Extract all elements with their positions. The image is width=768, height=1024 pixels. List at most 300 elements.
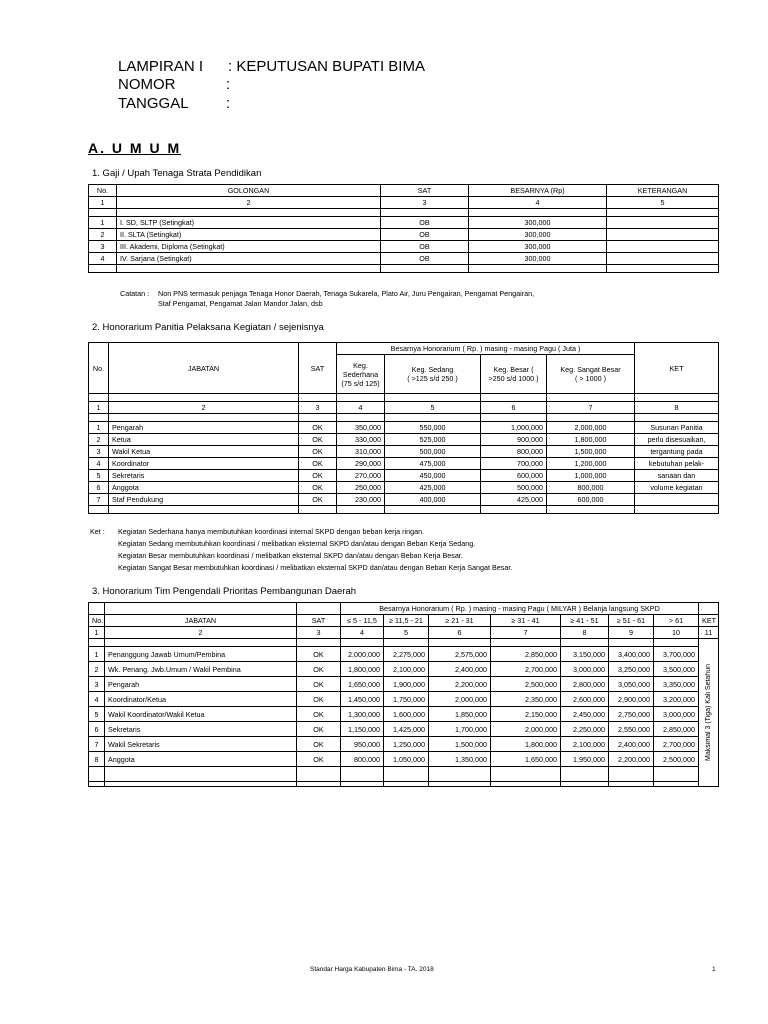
table-cell (607, 229, 719, 241)
lampiran-value: : KEPUTUSAN BUPATI BIMA (228, 58, 425, 75)
table-row (89, 677, 719, 692)
empty-cell (117, 209, 381, 217)
table-cell: 600,000 (547, 494, 635, 506)
empty-cell (481, 506, 547, 514)
spacer-row (89, 639, 719, 647)
table-cell: OK (297, 752, 341, 767)
table-row (89, 722, 719, 737)
table-cell: 2,400,000 (429, 662, 491, 677)
empty-cell (384, 782, 429, 787)
table-cell: 3 (89, 241, 117, 253)
table-cell: 1,500,000 (429, 737, 491, 752)
table-cell: 800,000 (341, 752, 384, 767)
empty-cell (385, 394, 481, 402)
column-header: SAT (299, 343, 337, 394)
table-cell: 1,350,000 (429, 752, 491, 767)
table-cell: 3 (89, 446, 109, 458)
table-cell: 290,000 (337, 458, 385, 470)
column-header: ≥ 51 - 61 (609, 615, 654, 627)
table-cell: 330,000 (337, 434, 385, 446)
empty-cell (561, 639, 609, 647)
table-cell: sanaan dan (635, 470, 719, 482)
tanggal-value: : (226, 95, 231, 112)
table-cell: 4 (89, 458, 109, 470)
table-cell: 2,600,000 (561, 692, 609, 707)
column-number: 5 (607, 197, 719, 209)
table-cell: 1,800,000 (341, 662, 384, 677)
empty-cell (341, 767, 384, 782)
table-cell: OB (381, 217, 469, 229)
table-cell: 7 (89, 494, 109, 506)
empty-cell (109, 506, 299, 514)
group-header: Besarnya Honorarium ( Rp. ) masing - masing Pagu ( Juta ) (337, 343, 635, 355)
empty-cell (635, 414, 719, 422)
table-row (89, 737, 719, 752)
column-header: KET (699, 615, 719, 627)
column-header: JABATAN (105, 615, 297, 627)
empty-cell (561, 782, 609, 787)
table-cell: 300,000 (469, 241, 607, 253)
column-header: SAT (381, 185, 469, 197)
table-cell: OK (299, 482, 337, 494)
table-cell: 1 (89, 647, 105, 662)
empty-cell (299, 394, 337, 402)
table-cell: OB (381, 253, 469, 265)
table-cell: 5 (89, 470, 109, 482)
table-cell: 1,250,000 (384, 737, 429, 752)
empty-cell (109, 414, 299, 422)
column-header: No. (89, 185, 117, 197)
table-cell: 8 (89, 752, 105, 767)
empty-cell (89, 603, 105, 615)
table-cell: 3,500,000 (654, 662, 699, 677)
table-cell: 2,100,000 (384, 662, 429, 677)
table-row (89, 752, 719, 767)
column-header: JABATAN (109, 343, 299, 394)
empty-cell (297, 639, 341, 647)
table-row (89, 707, 719, 722)
column-header: ≥ 41 - 51 (561, 615, 609, 627)
column-header: > 61 (654, 615, 699, 627)
column-header: ≥ 21 - 31 (429, 615, 491, 627)
table-cell: Staf Pendukung (109, 494, 299, 506)
empty-cell (385, 506, 481, 514)
table-cell: 3,000,000 (561, 662, 609, 677)
column-number: 9 (609, 627, 654, 639)
table-cell: 1,650,000 (341, 677, 384, 692)
empty-cell (385, 414, 481, 422)
table-row (89, 253, 719, 265)
table-cell: 1,200,000 (547, 458, 635, 470)
table-row (89, 241, 719, 253)
table-row (89, 494, 719, 506)
table-cell: OK (299, 446, 337, 458)
table-cell: 1,950,000 (561, 752, 609, 767)
table-cell: 4 (89, 692, 105, 707)
table-cell: 2,150,000 (491, 707, 561, 722)
table-cell: 2 (89, 229, 117, 241)
table-cell: OK (297, 662, 341, 677)
empty-cell (89, 639, 105, 647)
nomor-value: : (226, 76, 231, 93)
table-cell: 2,575,000 (429, 647, 491, 662)
empty-cell (105, 603, 297, 615)
column-header: Keg. Sederhana (75 s/d 125) (337, 355, 385, 394)
table-cell: Wk. Penang. Jwb.Umum / Wakil Pembina (105, 662, 297, 677)
table2-ket-line-2: Kegiatan Sedang membutuhkan koordinasi / melibatkan eksternal SKPD dan/atau dengan Beban Kerja Sedang. (118, 539, 476, 548)
table-cell: Anggota (109, 482, 299, 494)
column-number: 7 (491, 627, 561, 639)
empty-cell (547, 414, 635, 422)
table-cell: 2,200,000 (609, 752, 654, 767)
column-number: 4 (337, 402, 385, 414)
empty-cell (654, 639, 699, 647)
page-number: 1 (712, 966, 716, 973)
column-number: 2 (105, 627, 297, 639)
table-cell: III. Akademi, Diploma (Setingkat) (117, 241, 381, 253)
spacer-row (89, 414, 719, 422)
column-header: No. (89, 343, 109, 394)
table-cell: 550,000 (385, 422, 481, 434)
table1-note-line2: Staf Pengamat, Pengamat Jalan Mandor Jalan, dsb (158, 299, 323, 308)
table-cell: 3,250,000 (609, 662, 654, 677)
column-number: 2 (109, 402, 299, 414)
table-cell: 2,000,000 (491, 722, 561, 737)
table-row (89, 692, 719, 707)
table-cell: 6 (89, 482, 109, 494)
column-header: Keg. Sedang ( >125 s/d 250 ) (385, 355, 481, 394)
empty-cell (297, 603, 341, 615)
table-cell: 450,000 (385, 470, 481, 482)
column-number: 11 (699, 627, 719, 639)
table-cell: 900,000 (481, 434, 547, 446)
table-cell: 300,000 (469, 217, 607, 229)
table-cell: OK (299, 422, 337, 434)
table-cell: 800,000 (481, 446, 547, 458)
table-cell: 2,200,000 (429, 677, 491, 692)
table1-note-line1: Non PNS termasuk penjaga Tenaga Honor Daerah, Tenaga Sukarela, Plato Air, Juru Pengairan, Pengamat Pengairan, (158, 289, 535, 298)
table-cell: 1,300,000 (341, 707, 384, 722)
empty-cell (481, 414, 547, 422)
table-cell: 2 (89, 662, 105, 677)
table-cell: II. SLTA (Setingkat) (117, 229, 381, 241)
column-header: ≤ 5 - 11,5 (341, 615, 384, 627)
table2-number-row (89, 402, 719, 414)
column-number: 10 (654, 627, 699, 639)
table-cell: 5 (89, 707, 105, 722)
spacer-row (89, 394, 719, 402)
empty-cell (491, 639, 561, 647)
column-header: ≥ 31 - 41 (491, 615, 561, 627)
table-cell: OK (299, 470, 337, 482)
table-cell: 2,850,000 (491, 647, 561, 662)
empty-cell (337, 414, 385, 422)
empty-cell (117, 265, 381, 273)
table3-number-row (89, 627, 719, 639)
table-cell: 7 (89, 737, 105, 752)
table-cell: 475,000 (385, 458, 481, 470)
table-cell: 300,000 (469, 229, 607, 241)
table-cell: 2 (89, 434, 109, 446)
table-row (89, 217, 719, 229)
table2-title: 2. Honorarium Panitia Pelaksana Kegiatan / sejenisnya (92, 322, 324, 333)
table-cell: Penanggung Jawab Umum/Pembina (105, 647, 297, 662)
table2-ket-line-4: Kegiatan Sangat Besar membutuhkan koordinasi / melibatkan eksternal SKPD dan/atau dengan Beban Kerja Sangat Besar. (118, 563, 513, 572)
table-row (89, 446, 719, 458)
table-cell: 310,000 (337, 446, 385, 458)
column-header: Keg. Sangat Besar ( > 1000 ) (547, 355, 635, 394)
table-cell: 1,000,000 (481, 422, 547, 434)
column-number: 1 (89, 197, 117, 209)
table3-title: 3. Honorarium Tim Pengendali Prioritas Pembangunan Daerah (92, 586, 357, 597)
table-cell: 1,425,000 (384, 722, 429, 737)
table2 (88, 342, 719, 514)
table-cell: 2,000,000 (341, 647, 384, 662)
empty-cell (607, 265, 719, 273)
column-number: 7 (547, 402, 635, 414)
column-number: 8 (635, 402, 719, 414)
empty-cell (89, 414, 109, 422)
empty-cell (89, 782, 105, 787)
table-cell: Sekretaris (105, 722, 297, 737)
empty-cell (89, 265, 117, 273)
empty-cell (635, 394, 719, 402)
table-cell: kebutuhan pelak- (635, 458, 719, 470)
table-cell: 2,900,000 (609, 692, 654, 707)
table3-group-header-row (89, 603, 719, 615)
table-cell: 250,000 (337, 482, 385, 494)
table-cell: OK (297, 677, 341, 692)
empty-cell (384, 767, 429, 782)
column-header: GOLONGAN (117, 185, 381, 197)
table1 (88, 184, 719, 273)
table1-header-row (89, 185, 719, 197)
table-cell: 3,350,000 (654, 677, 699, 692)
table-cell (607, 253, 719, 265)
column-number: 5 (384, 627, 429, 639)
table3 (88, 602, 719, 787)
column-number: 1 (89, 402, 109, 414)
column-header: BESARNYA (Rp) (469, 185, 607, 197)
table-cell: 3,200,000 (654, 692, 699, 707)
table-cell: OK (297, 692, 341, 707)
empty-cell (89, 767, 105, 782)
table-cell: 425,000 (481, 494, 547, 506)
column-header: ≥ 11,5 - 21 (384, 615, 429, 627)
column-header: KET (635, 343, 719, 394)
table-cell: 1,650,000 (491, 752, 561, 767)
column-number: 8 (561, 627, 609, 639)
table-cell (607, 241, 719, 253)
empty-cell (89, 209, 117, 217)
table-cell: 1,050,000 (384, 752, 429, 767)
table-row (89, 458, 719, 470)
table-cell: 1,750,000 (384, 692, 429, 707)
empty-cell (105, 782, 297, 787)
column-header: KETERANGAN (607, 185, 719, 197)
empty-cell (609, 767, 654, 782)
empty-cell (341, 639, 384, 647)
table-cell: OB (381, 229, 469, 241)
table-row (89, 662, 719, 677)
empty-cell (429, 782, 491, 787)
table1-title: 1. Gaji / Upah Tenaga Strata Pendidikan (92, 168, 262, 179)
table-row (89, 229, 719, 241)
table-cell: tergantung pada (635, 446, 719, 458)
table2-ket-label: Ket : (90, 527, 105, 536)
table2-ket-line-3: Kegiatan Besar membutuhkan koordinasi / melibatkan eksternal SKPD dan/atau dengan Beban Kerja Besar. (118, 551, 463, 560)
footer-text: Standar Harga Kabupaten Bima - TA. 2018 (310, 966, 434, 973)
table-cell: 2,275,000 (384, 647, 429, 662)
table-cell: 3,400,000 (609, 647, 654, 662)
empty-cell (547, 506, 635, 514)
table-cell: 1,150,000 (341, 722, 384, 737)
column-number: 6 (429, 627, 491, 639)
empty-cell (469, 209, 607, 217)
table-cell: 2,350,000 (491, 692, 561, 707)
table-cell: 1 (89, 422, 109, 434)
table-cell: Susunan Panitia (635, 422, 719, 434)
empty-cell (609, 782, 654, 787)
empty-cell (337, 506, 385, 514)
table-cell: 1,600,000 (384, 707, 429, 722)
column-header: SAT (297, 615, 341, 627)
empty-cell (654, 782, 699, 787)
table-cell: 6 (89, 722, 105, 737)
column-number: 1 (89, 627, 105, 639)
table-cell: OK (297, 737, 341, 752)
empty-cell (105, 639, 297, 647)
table-cell: 1,500,000 (547, 446, 635, 458)
table-cell: 500,000 (481, 482, 547, 494)
table1-note-label: Catatan : (120, 289, 150, 298)
table-cell: 1,850,000 (429, 707, 491, 722)
column-number: 2 (117, 197, 381, 209)
tanggal-label: TANGGAL (118, 95, 189, 112)
empty-cell (89, 394, 109, 402)
group-header: Besarnya Honorarium ( Rp. ) masing - masing Pagu ( MILYAR ) Belanja langsung SKPD (341, 603, 699, 615)
table-cell: IV. Sarjana (Setingkat) (117, 253, 381, 265)
table-cell: 2,500,000 (491, 677, 561, 692)
table-cell: 230,000 (337, 494, 385, 506)
column-number: 3 (297, 627, 341, 639)
spacer-row (89, 265, 719, 273)
table-cell: OK (299, 434, 337, 446)
table-row (89, 482, 719, 494)
table-cell: 3,050,000 (609, 677, 654, 692)
table-cell: 2,000,000 (429, 692, 491, 707)
table-row (89, 647, 719, 662)
table-cell: 2,500,000 (654, 752, 699, 767)
table-cell: 1 (89, 217, 117, 229)
table-cell: Pengarah (109, 422, 299, 434)
table-cell: Ketua (109, 434, 299, 446)
table-cell: Sekretaris (109, 470, 299, 482)
table-cell: 2,700,000 (654, 737, 699, 752)
column-header: Keg. Besar ( >250 s/d 1000 ) (481, 355, 547, 394)
table-cell: OK (297, 722, 341, 737)
spacer-row (89, 782, 719, 787)
column-number: 3 (381, 197, 469, 209)
table-cell: Koordinator (109, 458, 299, 470)
empty-cell (297, 767, 341, 782)
spacer-row (89, 767, 719, 782)
column-number: 4 (469, 197, 607, 209)
empty-cell (381, 265, 469, 273)
section-a-title: A. U M U M (88, 140, 182, 156)
empty-cell (491, 767, 561, 782)
empty-cell (299, 506, 337, 514)
table-cell: 3,000,000 (654, 707, 699, 722)
empty-cell (105, 767, 297, 782)
ket-vertical-cell (699, 639, 719, 787)
nomor-label: NOMOR (118, 76, 176, 93)
table-cell: 1,000,000 (547, 470, 635, 482)
empty-cell (491, 782, 561, 787)
spacer-row (89, 506, 719, 514)
empty-cell (341, 782, 384, 787)
table-cell: 1,900,000 (384, 677, 429, 692)
table3-header-row (89, 615, 719, 627)
table-cell: Pengarah (105, 677, 297, 692)
table-cell: OK (299, 458, 337, 470)
empty-cell (109, 394, 299, 402)
table-cell: 950,000 (341, 737, 384, 752)
table-cell: Anggota (105, 752, 297, 767)
table-cell: 525,000 (385, 434, 481, 446)
table-cell: 2,750,000 (609, 707, 654, 722)
table-cell: 2,250,000 (561, 722, 609, 737)
table-cell: 1,800,000 (491, 737, 561, 752)
empty-cell (337, 394, 385, 402)
table-row (89, 470, 719, 482)
empty-cell (469, 265, 607, 273)
table-cell: 500,000 (385, 446, 481, 458)
table-cell: 2,100,000 (561, 737, 609, 752)
table-cell: 2,850,000 (654, 722, 699, 737)
empty-cell (654, 767, 699, 782)
table-cell: 2,400,000 (609, 737, 654, 752)
empty-cell (547, 394, 635, 402)
table-row (89, 422, 719, 434)
table-cell: perlu disesuaikan, (635, 434, 719, 446)
table-cell: 270,000 (337, 470, 385, 482)
empty-cell (429, 767, 491, 782)
table-cell: 2,800,000 (561, 677, 609, 692)
column-number: 6 (481, 402, 547, 414)
ket-vertical-note: Maksimal 3 (Tiga) Kali Setahun (705, 663, 713, 761)
column-number: 3 (299, 402, 337, 414)
table-cell: 4 (89, 253, 117, 265)
table2-group-header-row (89, 343, 719, 355)
table-cell: OB (381, 241, 469, 253)
table-cell: 400,000 (385, 494, 481, 506)
table-row (89, 434, 719, 446)
table-cell: Wakil Ketua (109, 446, 299, 458)
table-cell (607, 217, 719, 229)
empty-cell (607, 209, 719, 217)
table-cell: 2,700,000 (491, 662, 561, 677)
table-cell: 1,700,000 (429, 722, 491, 737)
column-number: 5 (385, 402, 481, 414)
lampiran-label: LAMPIRAN I (118, 58, 204, 75)
table-cell: 300,000 (469, 253, 607, 265)
empty-cell (429, 639, 491, 647)
column-number: 4 (341, 627, 384, 639)
table-cell: volume kegiatan (635, 482, 719, 494)
empty-cell (381, 209, 469, 217)
table-cell: 2,450,000 (561, 707, 609, 722)
